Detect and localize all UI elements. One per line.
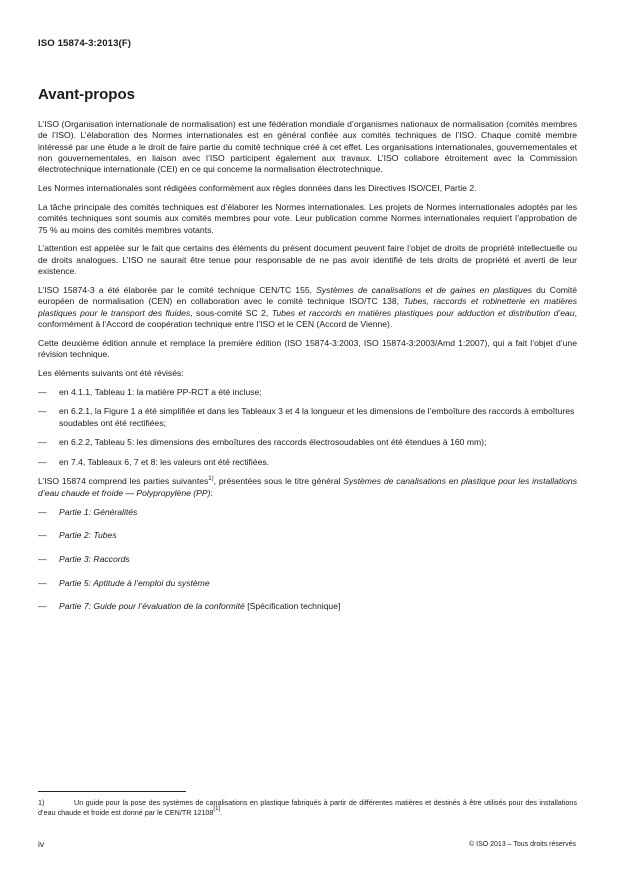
paragraph-preparation: L’ISO 15874-3 a été élaborée par le comité technique CEN/TC 155, Systèmes de canalisations et de gaines en plastiques du Comité européen de normalisation (CEN) en collaboration avec le comité technique ISO/TC 138, Tubes, raccords et robinetterie en matières plastiques pour le transport des fluides, sous-comité SC 2, Tubes et raccords en matières plastiques pour adduction et distribution d’eau, conformément à l’Accord de coopération technique entre l’ISO et le CEN (Accord de Vienne). [38, 284, 578, 329]
parts-list [38, 507, 577, 613]
page-title: Avant-propos [38, 86, 135, 103]
paragraph-patent-rights: L’attention est appelée sur le fait que certains des éléments du présent document peuvent faire l’objet de droits de propriété intellectuelle ou de droits analogues. L’ISO ne saurait être tenue pour responsable de ne pas avoir identifié de tels droits de propriété et averti de leur existence. [38, 243, 577, 277]
footnote-reference: 1) [208, 475, 214, 482]
document-id-header: ISO 15874-3:2013(F) [38, 38, 132, 49]
paragraph-edition: Cette deuxième édition annule et remplace la première édition (ISO 15874-3:2003, ISO 15874-3:2003/Amd 1:2007), qui a fait l’objet d’une révision technique. [38, 337, 577, 360]
list-item: — en 4.1.1, Tableau 1: la matière PP-RCT a été incluse; [38, 386, 262, 397]
list-item: — Partie 7: Guide pour l’évaluation de la conformité [Spécification technique] [38, 601, 341, 612]
footnote: 1) Un guide pour la pose des systèmes de canalisations en plastique fabriqués à partir de différentes matières et destinés à être utilisés pour des installations d’eau chaude et froide est donné par le CEN/TR 12108[1]. [38, 798, 577, 817]
list-item: — Partie 1: Généralités [38, 506, 138, 517]
paragraph-iso-intro: L’ISO (Organisation internationale de normalisation) est une fédération mondiale d’organismes nationaux de normalisation (comités membres de l’ISO). L’élaboration des Normes internationales est en général confiée aux comités techniques de l’ISO. Chaque comité membre intéressé par une étude a le droit de faire partie du comité technique créé à cet effet. Les organisations internationales, gouvernementales et non gouvernementales, en liaison avec l’ISO participent également aux travaux. L’ISO collabore étroitement avec la Commission électrotechnique internationale (CEI) en ce qui concerne la normalisation électrotechnique. [38, 119, 577, 175]
paragraph-technical-committees: La tâche principale des comités techniques est d’élaborer les Normes internationales. Les projets de Normes internationales adoptés par les comités techniques sont soumis aux comités membres pour vote. Leur publication comme Normes internationales requiert l’approbation de 75 % au moins des comités membres votants. [38, 201, 577, 235]
paragraph-revisions-intro: Les éléments suivants ont été révisés: [38, 367, 184, 378]
list-item: — en 7.4, Tableaux 6, 7 et 8: les valeurs ont été rectifiées. [38, 456, 270, 467]
page-number: iv [38, 839, 45, 849]
paragraph-directives: Les Normes internationales sont rédigées conformément aux règles données dans les Directives ISO/CEI, Partie 2. [38, 183, 477, 194]
list-item: — Partie 5: Aptitude à l’emploi du système [38, 577, 210, 588]
revisions-list [38, 387, 577, 468]
copyright-notice: © ISO 2013 – Tous droits réservés [469, 841, 576, 848]
list-item: — Partie 2: Tubes [38, 530, 117, 541]
list-item: — Partie 3: Raccords [38, 554, 130, 565]
foreword-body [38, 119, 577, 625]
footnote-divider [38, 791, 186, 792]
list-item: — en 6.2.2, Tableau 5: les dimensions des emboîtures des raccords électrosoudables ont été étendues à 160 mm); [38, 437, 487, 448]
list-item: — en 6.2.1, la Figure 1 a été simplifiée et dans les Tableaux 3 et 4 la longueur et les dimensions de l’emboîture des raccords à emboîtures soudables ont été rectifiées; [38, 406, 575, 428]
paragraph-parts-intro: L’ISO 15874 comprend les parties suivantes$^{1)}$, présentées sous le titre général Systèmes de canalisations en plastique pour les installations d’eau chaude et froide — Polypropylène (PP): [38, 475, 578, 498]
